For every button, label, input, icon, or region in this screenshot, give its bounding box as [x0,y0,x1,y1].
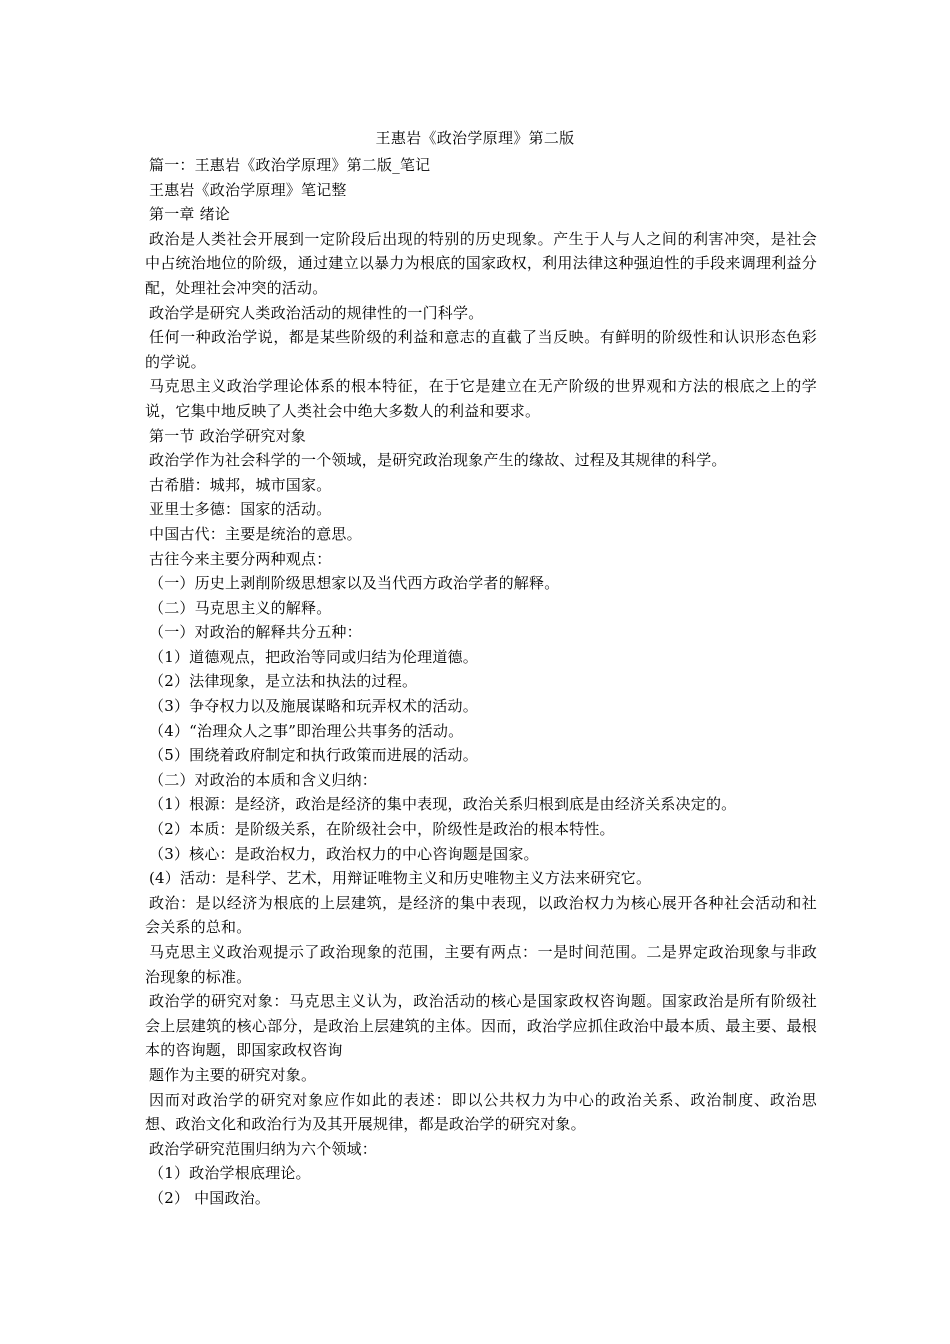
list-item: （4）“治理众人之事”即治理公共事务的活动。 [149,721,464,740]
paragraph: 因而对政治学的研究对象应作如此的表述：即以公共权力为中心的政治关系、政治制度、政治思想、政治文化和政治行为及其开展规律，都是政治学的研究对象。 [145,1090,817,1134]
paragraph: 中国古代：主要是统治的意思。 [149,524,362,543]
paragraph: 政治是人类社会开展到一定阶段后出现的特别的历史现象。产生于人与人之间的利害冲突，是社会中占统治地位的阶级，通过建立以暴力为根底的国家政权，利用法律这种强迫性的手段来调理利益分配，处理社会冲突的活动。 [145,229,817,297]
paragraph: 篇一：王惠岩《政治学原理》第二版_笔记 [149,156,431,174]
list-item: （3）争夺权力以及施展谋略和玩弄权术的活动。 [149,697,478,716]
document-title: 王惠岩《政治学原理》第二版 [375,129,575,147]
paragraph: 王惠岩《政治学原理》笔记整 [149,180,347,199]
list-item: （二）马克思主义的解释。 [149,598,332,617]
paragraph: 政治学是研究人类政治活动的规律性的一门科学。 [149,303,484,322]
list-item: （2）法律现象，是立法和执法的过程。 [149,672,418,691]
paragraph: 古希腊：城邦，城市国家。 [149,475,332,494]
paragraph: 古往今来主要分两种观点： [149,549,332,568]
paragraph: 政治学研究范围归纳为六个领域： [149,1139,378,1158]
paragraph: 任何一种政治学说，都是某些阶级的利益和意志的直截了当反映。有鲜明的阶级性和认识形态色彩的学说。 [145,328,817,371]
list-item: （1）道德观点，把政治等同或归结为伦理道德。 [149,647,478,666]
paragraph: 马克思主义政治学理论体系的根本特征，在于它是建立在无产阶级的世界观和方法的根底之上的学说，它集中地反映了人类社会中绝大多数人的利益和要求。 [145,377,817,420]
paragraph: 政治学的研究对象：马克思主义认为，政治活动的核心是国家政权咨询题。国家政治是所有阶级社会上层建筑的核心部分，是政治上层建筑的主体。因而，政治学应抓住政治中最本质、最主要、最根本的咨询题，即国家政权咨询 [145,992,817,1060]
list-item: （一）历史上剥削阶级思想家以及当代西方政治学者的解释。 [149,574,560,593]
document-body [145,153,817,1211]
list-item: （3）核心：是政治权力，政治权力的中心咨询题是国家。 [149,844,539,863]
list-item: （5）围绕着政府制定和执行政策而进展的活动。 [149,746,478,765]
list-item: （一）对政治的解释共分五种： [149,623,362,642]
list-item: （2）本质：是阶级关系，在阶级社会中，阶级性是政治的根本特性。 [149,820,615,839]
paragraph: 题作为主要的研究对象。 [149,1065,317,1084]
list-item: (4）活动：是科学、艺术，用辩证唯物主义和历史唯物主义方法来研究它。 [149,869,652,888]
list-item: （2） 中国政治。 [149,1188,271,1207]
section-heading: 第一节 政治学研究对象 [149,426,306,445]
list-item: （1）根源：是经济，政治是经济的集中表现，政治关系归根到底是由经济关系决定的。 [149,795,737,814]
chapter-heading: 第一章 绪论 [149,205,230,224]
paragraph: 亚里士多德：国家的活动。 [149,500,332,519]
paragraph: 马克思主义政治观提示了政治现象的范围，主要有两点：一是时间范围。二是界定政治现象与非政治现象的标准。 [145,943,817,986]
paragraph: 政治学作为社会科学的一个领域，是研究政治现象产生的缘故、过程及其规律的科学。 [149,451,727,470]
paragraph: 政治：是以经济为根底的上层建筑，是经济的集中表现，以政治权力为核心展开各种社会活动和社会关系的总和。 [145,893,817,937]
list-item: （1）政治学根底理论。 [149,1164,311,1183]
list-item: （二）对政治的本质和含义归纳： [149,770,378,789]
